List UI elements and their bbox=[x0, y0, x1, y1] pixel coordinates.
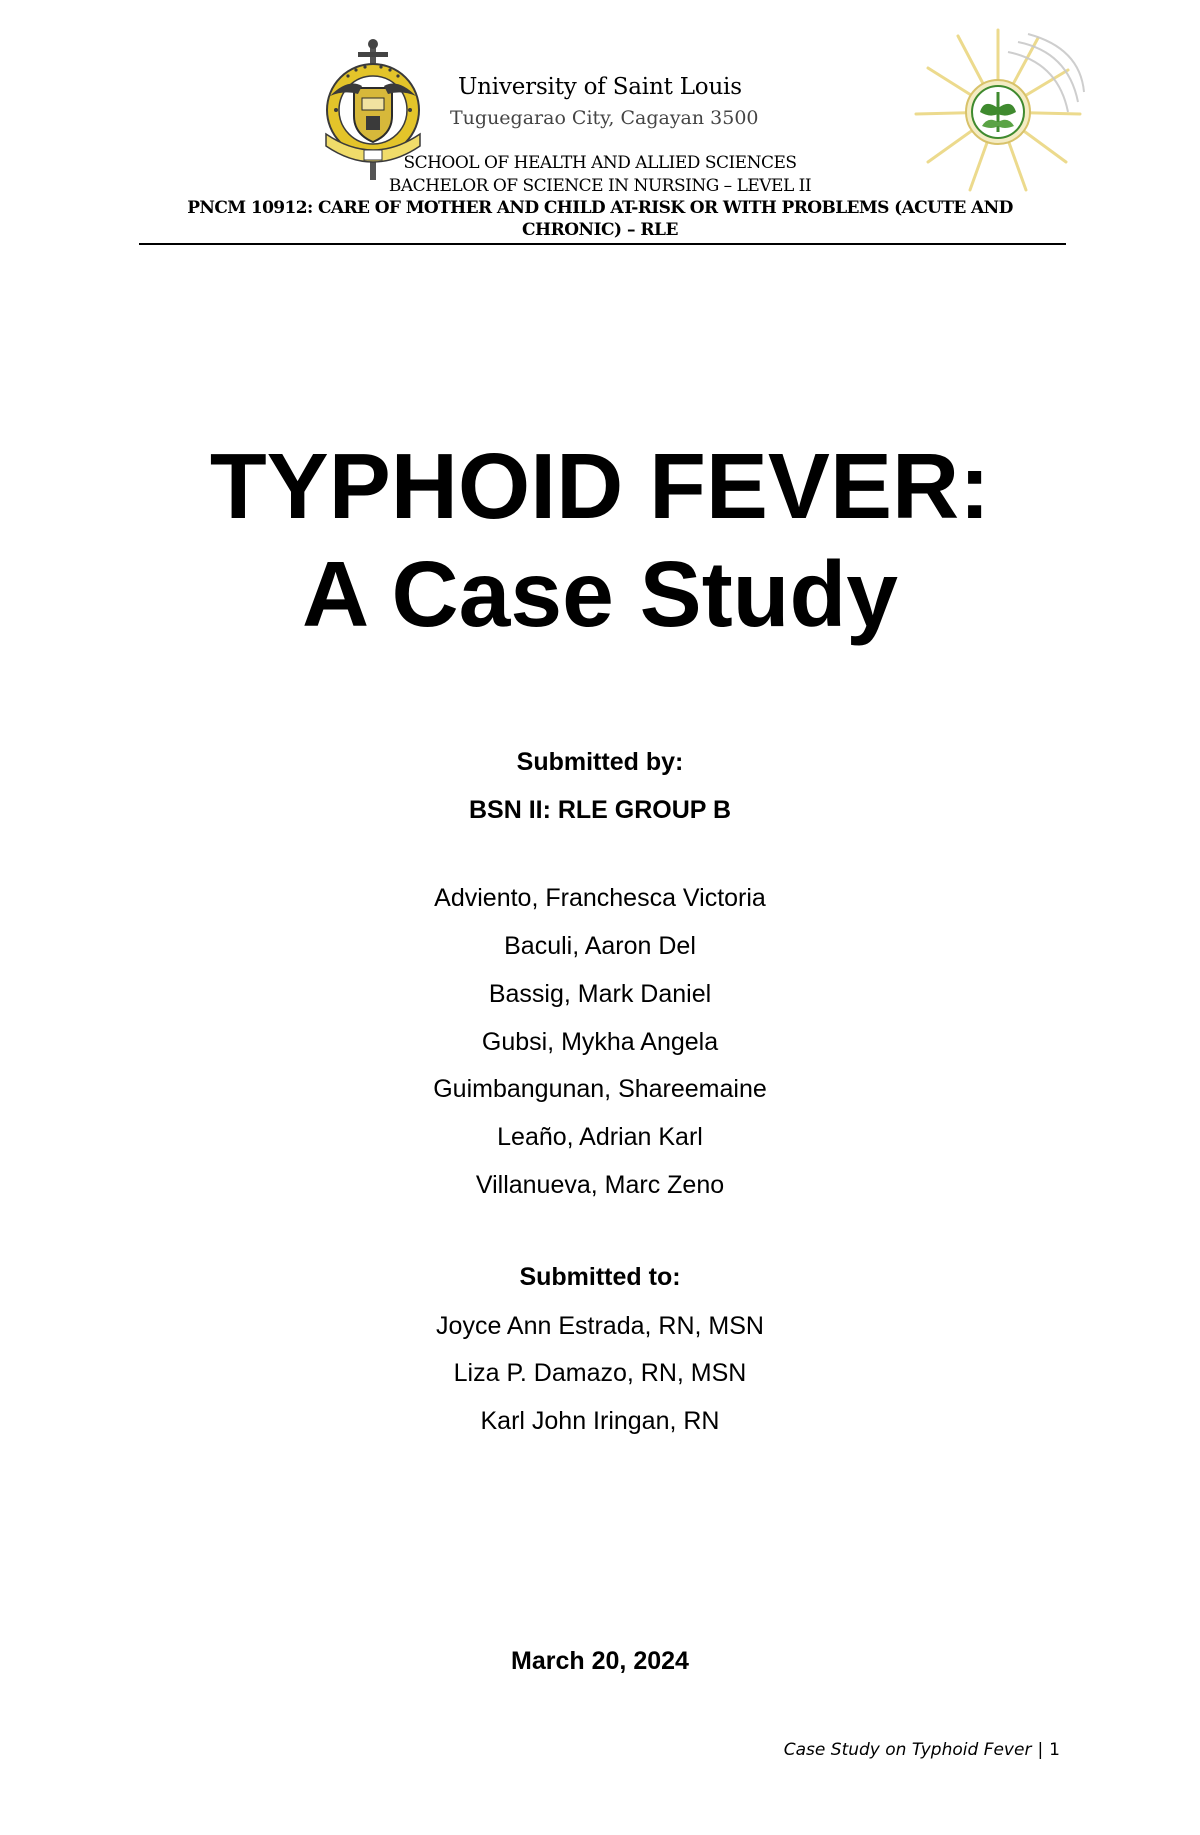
member-name: Guimbangunan, Shareemaine bbox=[433, 1075, 767, 1103]
university-address: Tuguegarao City, Cagayan 3500 bbox=[450, 107, 759, 129]
page-footer bbox=[784, 1740, 1060, 1760]
course-title-line-1: PNCM 10912: CARE OF MOTHER AND CHILD AT-RISK OR WITH PROBLEMS (ACUTE AND bbox=[187, 198, 1013, 218]
footer-separator: | bbox=[1037, 1740, 1044, 1760]
recipient-name: Karl John Iringan, RN bbox=[480, 1407, 720, 1435]
submitted-by-label: Submitted by: bbox=[516, 748, 684, 776]
document-title-line-2: A Case Study bbox=[301, 542, 899, 646]
member-name: Adviento, Franchesca Victoria bbox=[434, 884, 766, 912]
recipient-name: Liza P. Damazo, RN, MSN bbox=[453, 1359, 747, 1387]
footer-text: Case Study on Typhoid Fever bbox=[783, 1740, 1032, 1760]
submission-date: March 20, 2024 bbox=[511, 1647, 689, 1675]
header-divider bbox=[139, 243, 1066, 245]
course-title-line-2: CHRONIC) – RLE bbox=[522, 220, 678, 240]
school-name: SCHOOL OF HEALTH AND ALLIED SCIENCES bbox=[403, 153, 797, 173]
member-name: Leaño, Adrian Karl bbox=[497, 1123, 703, 1151]
page-number: 1 bbox=[1049, 1740, 1060, 1760]
member-name: Gubsi, Mykha Angela bbox=[481, 1028, 719, 1056]
program-name: BACHELOR OF SCIENCE IN NURSING – LEVEL II bbox=[388, 176, 812, 196]
document-title-line-1: TYPHOID FEVER: bbox=[209, 434, 991, 538]
university-name: University of Saint Louis bbox=[458, 74, 742, 100]
member-name: Baculi, Aaron Del bbox=[504, 932, 696, 960]
member-name: Villanueva, Marc Zeno bbox=[475, 1171, 725, 1199]
member-name: Bassig, Mark Daniel bbox=[488, 980, 712, 1008]
submitted-to-label: Submitted to: bbox=[519, 1263, 681, 1291]
recipient-name: Joyce Ann Estrada, RN, MSN bbox=[436, 1312, 764, 1340]
group-name: BSN II: RLE GROUP B bbox=[468, 796, 732, 824]
